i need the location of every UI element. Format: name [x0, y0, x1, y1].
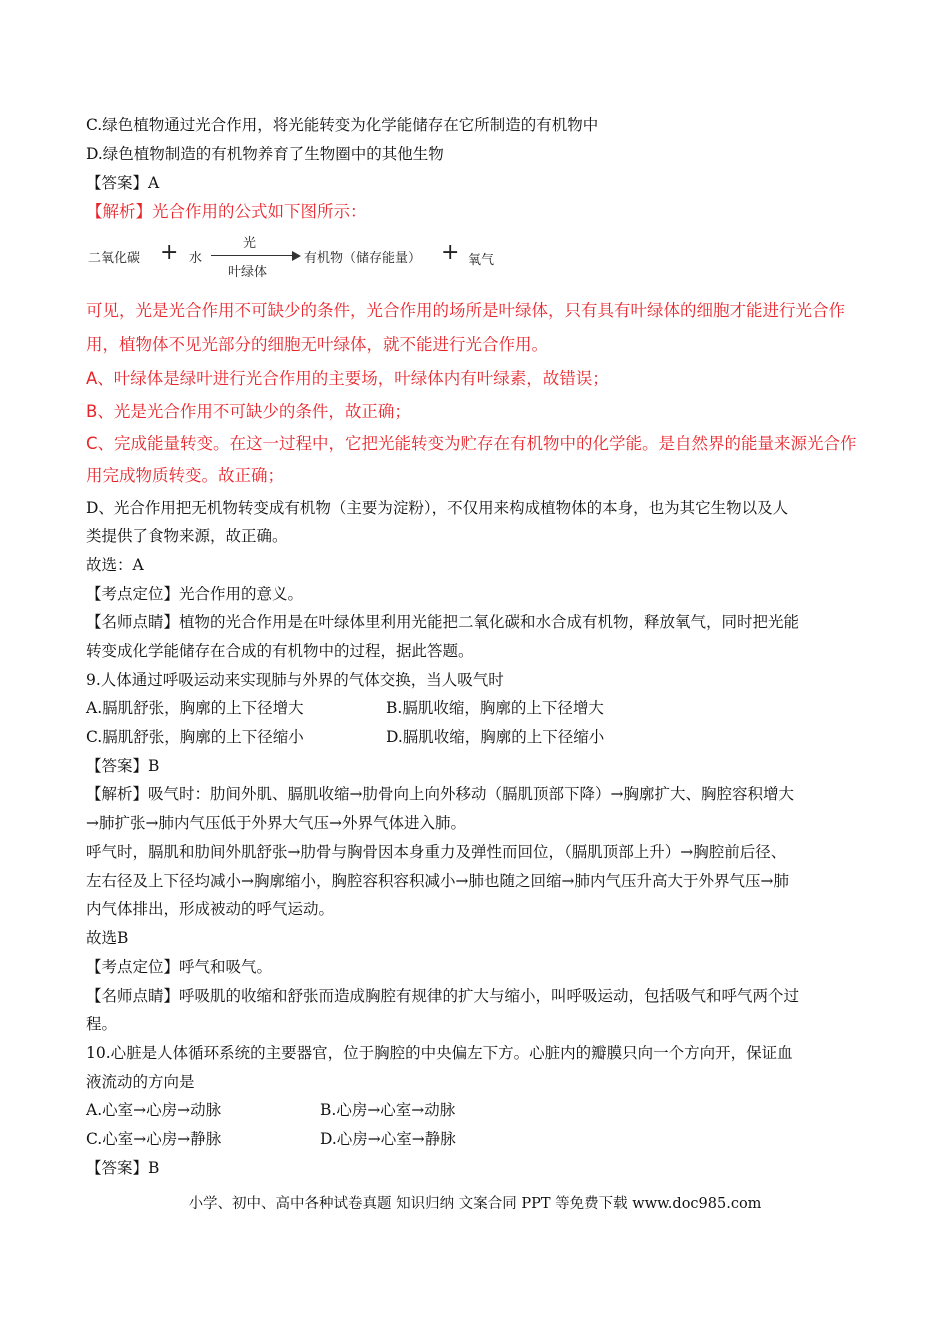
q9-analysis-line: 【解析】吸气时：肋间外肌、膈肌收缩→肋骨向上向外移动（膈肌顶部下降）→胸廓扩大、胸腔容积增大 [86, 785, 794, 803]
q10-options-row-1 [86, 1100, 870, 1120]
q9-option-c: C.膈肌舒张，胸廓的上下径缩小 [86, 728, 304, 746]
q9-answer: 【答案】B [86, 757, 160, 775]
analysis-option-d-cont: 类提供了食物来源，故正确。 [86, 527, 288, 545]
q9-option-b: B.膈肌收缩，胸廓的上下径增大 [386, 699, 604, 717]
formula-condition-chloroplast: 叶绿体 [228, 265, 268, 280]
option-d-line: D.绿色植物制造的有机物养育了生物圈中的其他生物 [86, 145, 444, 163]
formula-condition-light: 光 [243, 236, 257, 251]
teacher-tip-cont: 转变成化学能储存在合成的有机物中的过程，据此答题。 [86, 642, 474, 660]
analysis-option-d: D、光合作用把无机物转变成有机物（主要为淀粉），不仅用来构成植物体的本身，也为其它生物以及人 [86, 499, 789, 517]
question-10: 10.心脏是人体循环系统的主要器官，位于胸腔的中央偏左下方。心脏内的瓣膜只向一个方向开，保证血 [86, 1044, 793, 1062]
q9-analysis-line: 内气体排出，形成被动的呼气运动。 [86, 900, 335, 918]
option-c-line: C.绿色植物通过光合作用，将光能转变为化学能储存在它所制造的有机物中 [86, 116, 599, 134]
question-10-cont: 液流动的方向是 [86, 1073, 195, 1091]
formula-oxygen: 氧气 [468, 253, 495, 268]
analysis-option-a: A、叶绿体是绿叶进行光合作用的主要场，叶绿体内有叶绿素，故错误； [86, 369, 609, 388]
formula-arrow [211, 255, 297, 256]
q9-analysis-line: →肺扩张→肺内气压低于外界大气压→外界气体进入肺。 [86, 814, 466, 832]
q10-option-d: D.心房→心室→静脉 [320, 1130, 456, 1148]
analysis-option-c-cont: 用完成物质转变。故正确； [86, 466, 284, 485]
q9-teacher-tip-cont: 程。 [86, 1015, 118, 1033]
analysis-heading: 【解析】光合作用的公式如下图所示： [86, 202, 367, 221]
formula-water: 水 [189, 251, 203, 266]
question-9: 9.人体通过呼吸运动来实现肺与外界的气体交换，当人吸气时 [86, 671, 504, 689]
q10-option-b: B.心房→心室→动脉 [320, 1101, 456, 1119]
page-footer: 小学、初中、高中各种试卷真题 知识归纳 文案合同 PPT 等免费下载 www.doc985.com [188, 1196, 762, 1212]
formula-plus-sign: + [160, 240, 179, 265]
formula-carbon-dioxide: 二氧化碳 [88, 251, 141, 266]
answer-label: 【答案】A [86, 174, 160, 192]
analysis-option-b: B、光是光合作用不可缺少的条件，故正确； [86, 402, 411, 421]
q9-options-row-2 [86, 727, 870, 747]
key-point-line: 【考点定位】光合作用的意义。 [86, 585, 304, 603]
formula-arrow-head [292, 251, 301, 261]
formula-plus-sign-2: + [441, 240, 460, 265]
teacher-tip-line: 【名师点睛】植物的光合作用是在叶绿体里利用光能把二氧化碳和水合成有机物，释放氧气，同时把光能 [86, 613, 800, 631]
q9-analysis-line: 呼气时，膈肌和肋间外肌舒张→肋骨与胸骨因本身重力及弹性而回位，（膈肌顶部上升）→胸腔前后径、 [86, 843, 787, 861]
q10-option-c: C.心室→心房→静脉 [86, 1130, 222, 1148]
q10-options-row-2 [86, 1129, 870, 1149]
analysis-text-line: 可见，光是光合作用不可缺少的条件，光合作用的场所是叶绿体，只有具有叶绿体的细胞才能进行光合作 [86, 301, 845, 320]
selection-line: 故选：A [86, 556, 144, 574]
analysis-option-c: C、完成能量转变。在这一过程中，它把光能转变为贮存在有机物中的化学能。是自然界的能量来源光合作 [86, 434, 857, 453]
analysis-text-line: 用，植物体不见光部分的细胞无叶绿体，就不能进行光合作用。 [86, 335, 548, 354]
photosynthesis-formula [86, 232, 506, 282]
q9-option-a: A.膈肌舒张，胸廓的上下径增大 [86, 699, 304, 717]
formula-organic-matter: 有机物（储存能量） [304, 251, 422, 266]
q9-selection: 故选B [86, 929, 129, 947]
q9-analysis-line: 左右径及上下径均减小→胸廓缩小，胸腔容积容积减小→肺也随之回缩→肺内气压升高大于外界气压→肺 [86, 872, 789, 890]
q9-option-d: D.膈肌收缩，胸廓的上下径缩小 [386, 728, 605, 746]
q10-option-a: A.心室→心房→动脉 [86, 1101, 222, 1119]
q9-teacher-tip: 【名师点睛】呼吸肌的收缩和舒张而造成胸腔有规律的扩大与缩小，叫呼吸运动，包括吸气和呼气两个过 [86, 987, 800, 1005]
q10-answer: 【答案】B [86, 1159, 160, 1177]
q9-key-point: 【考点定位】呼气和吸气。 [86, 958, 273, 976]
q9-options-row-1 [86, 698, 870, 718]
